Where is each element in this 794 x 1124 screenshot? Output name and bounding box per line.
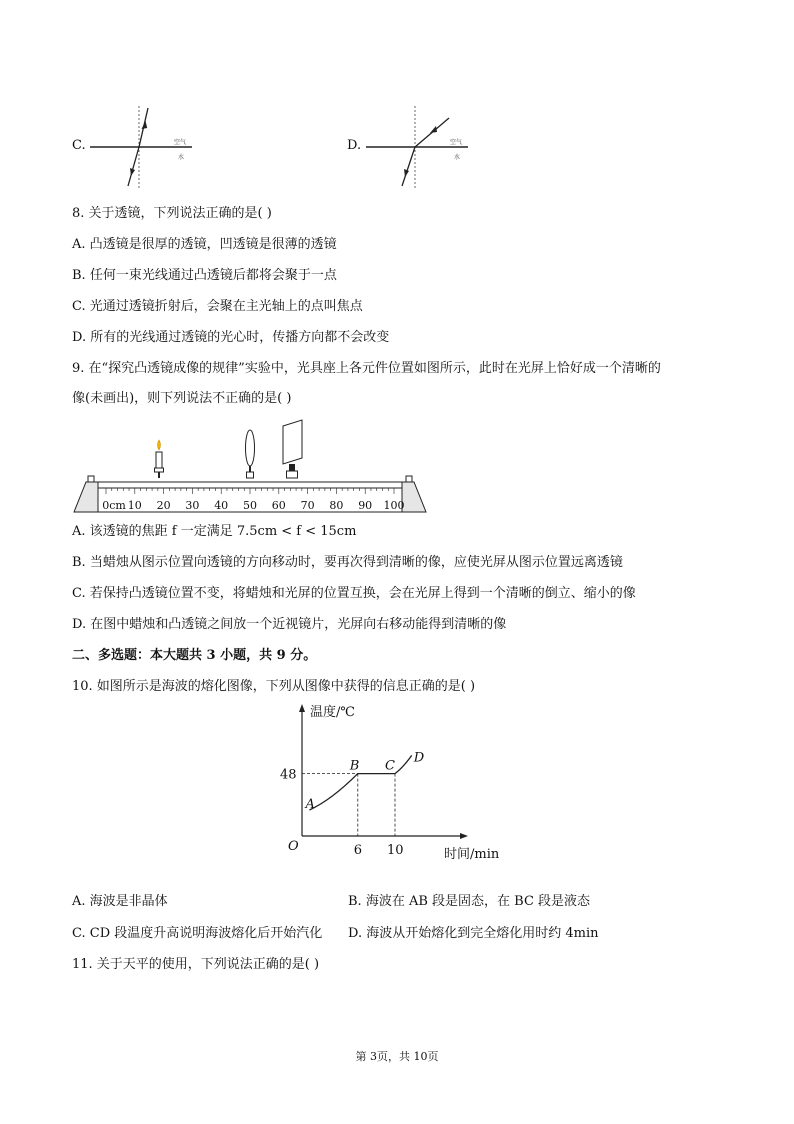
refraction-figure-c [88, 104, 198, 188]
bench-label: 20 [156, 499, 171, 512]
melting-curve-chart [270, 700, 510, 870]
convex-lens [246, 430, 255, 478]
x-tick-label: 10 [387, 843, 404, 858]
q8-option-b: B. 任何一束光线通过凸透镜后都将会聚于一点 [72, 268, 337, 283]
point-label-a: A [305, 797, 315, 812]
bench-label: 0cm [102, 499, 126, 512]
q11-stem: 11. 关于天平的使用，下列说法正确的是( ) [72, 957, 320, 972]
y-tick-label: 48 [280, 767, 297, 783]
page-footer: 第 3页，共 10页 [355, 1050, 439, 1063]
option-d-label: D. [347, 138, 362, 153]
bench-label: 30 [185, 499, 200, 512]
q10-option-b: B. 海波在 AB 段是固态，在 BC 段是液态 [348, 894, 591, 909]
q10-option-d: D. 海波从开始熔化到完全熔化用时约 4min [348, 926, 599, 941]
water-label: 水 [178, 154, 185, 161]
point-label-d: D [413, 750, 425, 766]
q10-option-c: C. CD 段温度升高说明海波熔化后开始汽化 [72, 926, 323, 941]
light-screen [283, 420, 302, 478]
bench-label: 100 [383, 499, 405, 512]
y-axis-label: 温度/℃ [310, 705, 355, 720]
q8-option-c: C. 光通过透镜折射后，会聚在主光轴上的点叫焦点 [72, 299, 363, 314]
x-axis-arrow [460, 833, 468, 839]
q9-option-a: A. 该透镜的焦距 f 一定满足 7.5cm < f < 15cm [72, 524, 357, 539]
q9-stem-line1: 9. 在“探究凸透镜成像的规律”实验中，光具座上各元件位置如图所示，此时在光屏上恰好成一个清晰的 [72, 361, 661, 376]
bench-label: 80 [329, 499, 344, 512]
point-label-b: B [349, 758, 360, 774]
bench-label: 90 [358, 499, 373, 512]
q10-stem: 10. 如图所示是海波的熔化图像，下列从图像中获得的信息正确的是( ) [72, 679, 476, 694]
q9-option-d: D. 在图中蜡烛和凸透镜之间放一个近视镜片，光屏向右移动能得到清晰的像 [72, 617, 507, 632]
refraction-figure-d [364, 104, 474, 188]
q9-option-b: B. 当蜡烛从图示位置向透镜的方向移动时，要再次得到清晰的像，应使光屏从图示位置远离透镜 [72, 555, 623, 570]
bench-label: 60 [271, 499, 286, 512]
air-label: 空气 [174, 139, 187, 146]
q8-option-a: A. 凸透镜是很厚的透镜，凹透镜是很薄的透镜 [72, 237, 337, 252]
series-line [309, 755, 411, 810]
section-2-title: 二、多选题：本大题共 3 小题，共 9 分。 [72, 648, 317, 663]
q9-option-c: C. 若保持凸透镜位置不变，将蜡烛和光屏的位置互换，会在光屏上得到一个清晰的倒立、缩小的像 [72, 586, 636, 601]
x-axis-label: 时间/min [444, 847, 500, 862]
bench-label: 70 [300, 499, 315, 512]
bench-label: 10 [127, 499, 142, 512]
water-label: 水 [454, 154, 461, 161]
x-tick-label: 6 [353, 843, 363, 858]
optical-bench-figure [72, 412, 428, 516]
bench-label: 40 [214, 499, 229, 512]
q8-stem: 8. 关于透镜，下列说法正确的是( ) [72, 206, 272, 221]
origin-label: O [288, 839, 299, 854]
air-label: 空气 [450, 139, 463, 146]
q9-stem-line2: 像(未画出)，则下列说法不正确的是( ) [72, 391, 292, 406]
q8-option-d: D. 所有的光线通过透镜的光心时，传播方向都不会改变 [72, 330, 390, 345]
option-c-label: C. [72, 138, 86, 153]
candle [155, 440, 164, 478]
point-label-c: C [385, 758, 395, 774]
q10-option-a: A. 海波是非晶体 [72, 894, 168, 909]
y-axis-arrow [299, 704, 305, 712]
bench-label: 50 [243, 499, 257, 512]
